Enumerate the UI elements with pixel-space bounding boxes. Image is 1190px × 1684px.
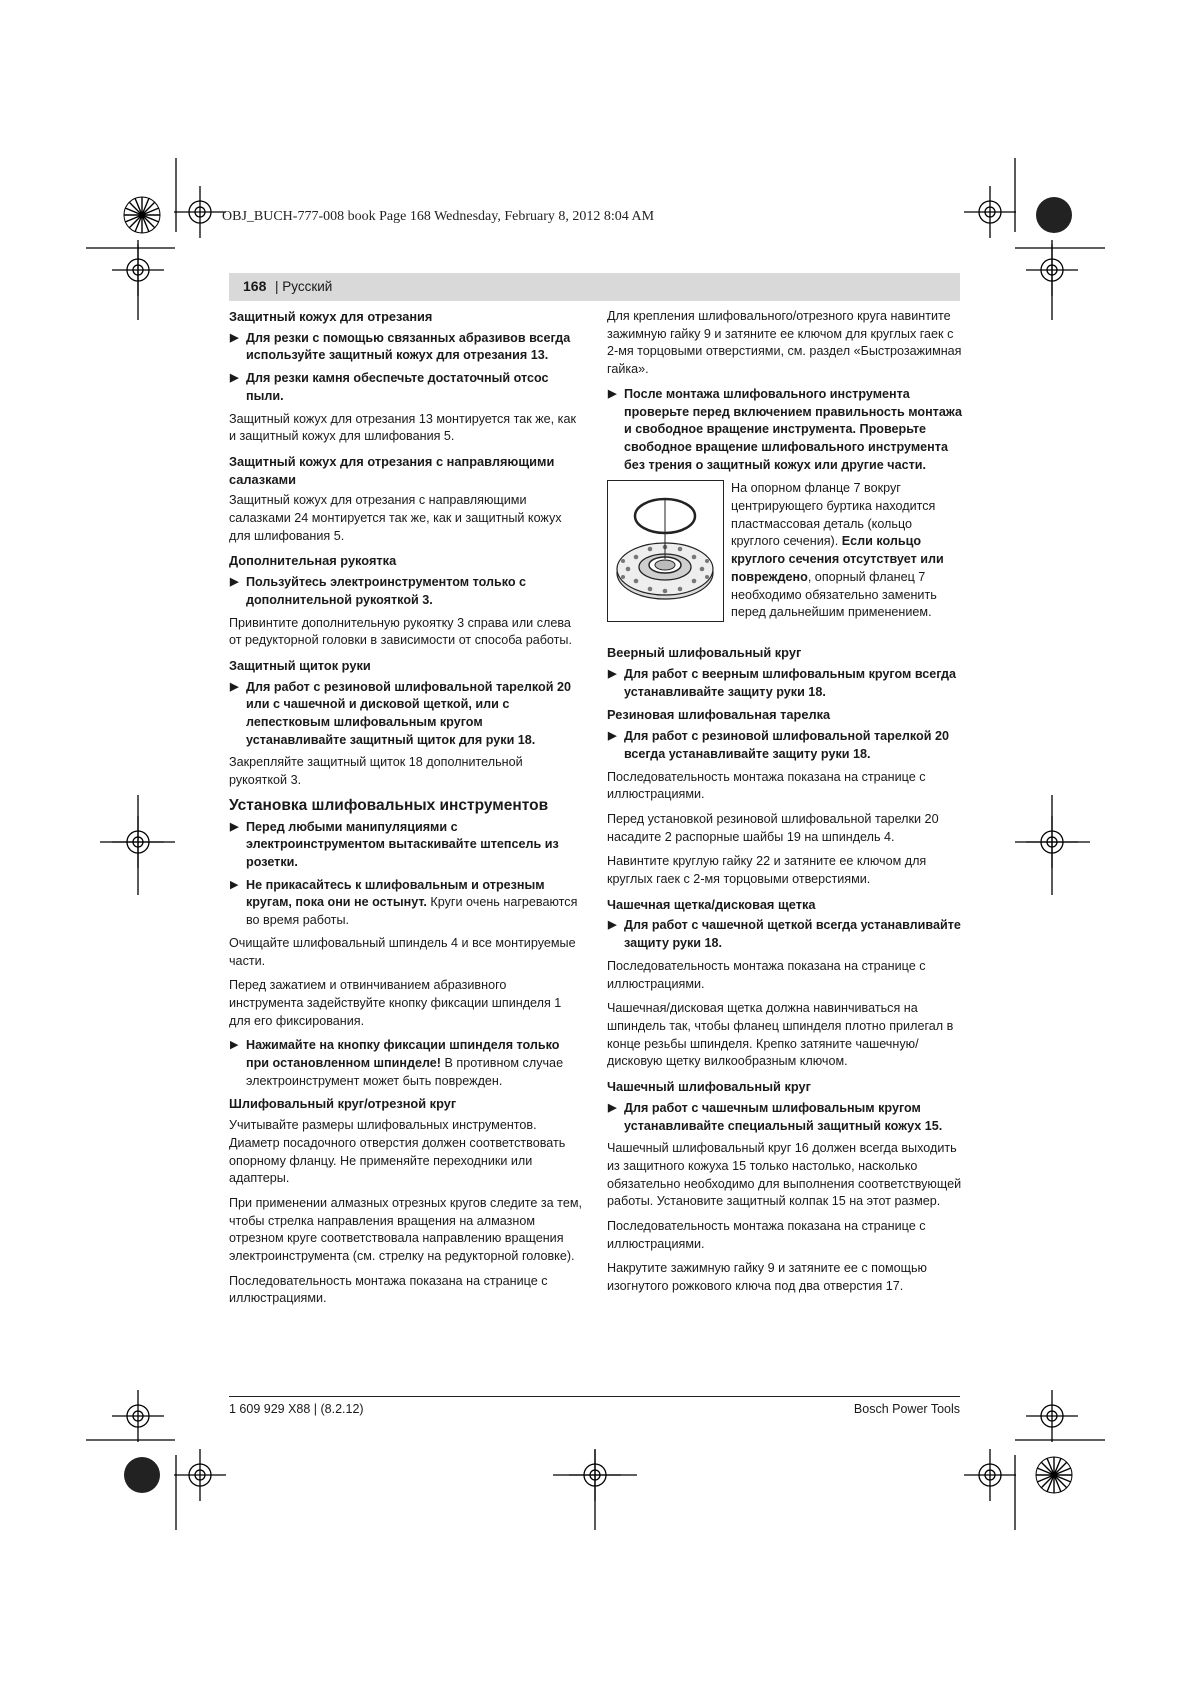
paragraph: Последовательность монтажа показана на странице с иллюстрациями.: [607, 769, 926, 802]
paragraph: Для крепления шлифовального/отрезного круга навинтите зажимную гайку 9 и затяните ее ключом для круглых гаек с 2-мя торцовыми отверстиями, см. раздел «Быстрозажимная гайка».: [607, 309, 962, 377]
paragraph: Перед установкой резиновой шлифовальной тарелки 20 насадите 2 распорные шайбы 19 на шпиндель 4.: [607, 811, 939, 844]
left-column: [229, 308, 584, 1315]
warning-bullet: [229, 877, 584, 930]
paragraph: Перед зажатием и отвинчиванием абразивного инструмента задействуйте кнопку фиксации шпинделя 1 для его фиксирования.: [229, 978, 562, 1028]
warning-bullet: ▶ Для резки с помощью связанных абразивов всегда используйте защитный кожух для отрезания 13.: [229, 330, 584, 365]
warning-normal-text: Круги очень нагреваются во время работы.: [246, 895, 578, 928]
crosshair-icon: [964, 1449, 1016, 1501]
paragraph: Накрутите зажимную гайку 9 и затяните ее с помощью изогнутого рожкового ключа под два отверстия 17.: [607, 1261, 927, 1294]
warning-bullet: ▶ Пользуйтесь электроинструментом только с дополнительной рукояткой 3.: [229, 574, 584, 609]
section-heading: Чашечный шлифовальный круг: [607, 1079, 811, 1095]
crosshair-icon: [1026, 1390, 1078, 1442]
warning-bullet: ▶ После монтажа шлифовального инструмента проверьте перед включением правильность монтажа и свободное вращение инструмента. Проверьте свободное вращение шлифовального инструмента без трения о защитный кожух или другие части.: [607, 386, 963, 475]
paragraph: Последовательность монтажа показана на странице с иллюстрациями.: [607, 1219, 926, 1251]
section-heading: Чашечная щетка/дисковая щетка: [607, 896, 816, 912]
language-label: | Русский: [275, 279, 333, 294]
o-ring-flange-illustration: [608, 481, 723, 621]
footer-rule: [229, 1396, 960, 1397]
paragraph: Учитывайте размеры шлифовальных инструментов. Диаметр посадочного отверстия должен соответствовать опорному фланцу. Не применяйте переходники или адаптеры.: [229, 1118, 566, 1186]
paragraph: Закрепляйте защитный щиток 18 дополнительной рукояткой 3.: [229, 755, 523, 788]
caption-warning: Если кольцо круглого сечения отсутствует или повреждено: [731, 534, 944, 584]
right-column-bottom: [607, 644, 963, 1296]
paragraph: Чашечная/дисковая щетка должна навинчиваться на шпиндель так, чтобы фланец шпинделя плотно прилегал в конце резьбы шпинделя. Крепко затяните чашечную/дисковую щетку вилкообразным ключом.: [607, 1001, 954, 1069]
paragraph: Последовательность монтажа показана на странице с иллюстрациями.: [607, 958, 926, 991]
paragraph: Очищайте шлифовальный шпиндель 4 и все монтируемые части.: [229, 935, 576, 968]
paragraph: Последовательность монтажа показана на странице с иллюстрациями.: [229, 1273, 548, 1306]
crosshair-icon: [112, 1390, 164, 1442]
right-column: [607, 308, 963, 1303]
crosshair-icon: [174, 1449, 226, 1501]
o-ring-figure: [607, 480, 724, 622]
paragraph: Чашечный шлифовальный круг 16 должен всегда выходить из защитного кожуха 15 только настолько, насколько обязательно необходимо для выполнения соответствующей работы. Установите защитный колпак 15 на этот размер.: [607, 1141, 962, 1209]
page-number: 168: [243, 278, 267, 294]
section-heading: Установка шлифовальных инструментов: [229, 796, 549, 814]
registration-dot-icon: [1036, 197, 1072, 233]
warning-bold-text: Нажимайте на кнопку фиксации шпинделя только при остановленном шпинделе!: [246, 1038, 560, 1071]
section-heading: Защитный щиток руки: [229, 657, 371, 673]
warning-bullet: ▶ Для работ с чашечной щеткой всегда устанавливайте защиту руки 18.: [607, 917, 963, 952]
registration-dot-icon: [124, 1457, 160, 1493]
warning-bullet: ▶ Перед любыми манипуляциями с электроинструментом вытаскивайте штепсель из розетки.: [229, 819, 584, 872]
section-heading: Защитный кожух для отрезания с направляющими салазками: [229, 453, 555, 487]
section-heading: Дополнительная рукоятка: [229, 553, 397, 569]
warning-bullet: ▶ Для работ с чашечным шлифовальным кругом устанавливайте специальный защитный кожух 15.: [607, 1100, 963, 1135]
paragraph: Привинтите дополнительную рукоятку 3 справа или слева от редукторной головки в зависимости от способа работы.: [229, 615, 572, 648]
crosshair-icon: [174, 186, 226, 238]
footer-doc-number: 1 609 929 X88 | (8.2.12): [229, 1402, 364, 1416]
paragraph: Защитный кожух для отрезания 13 монтируется так же, как и защитный кожух для шлифования 5.: [229, 411, 576, 444]
paragraph: При применении алмазных отрезных кругов следите за тем, чтобы стрелка направления вращения на алмазном отрезном круге соответствовала направлению вращения электроинструмента (см. стрелку на редукторной головке).: [229, 1195, 582, 1264]
page-header-bar: [229, 273, 960, 301]
caption-text: , опорный фланец 7 необходимо обязательно заменить перед дальнейшим применением.: [731, 569, 937, 620]
warning-bullet: ▶ Для работ с веерным шлифовальным кругом всегда устанавливайте защиту руки 18.: [607, 666, 963, 701]
figure-block: [607, 480, 963, 632]
paragraph: Навинтите круглую гайку 22 и затяните ее ключом для круглых гаек с 2-мя торцовыми отверстиями.: [607, 854, 927, 887]
warning-bullet: [229, 1037, 584, 1090]
section-heading: Шлифовальный круг/отрезной круг: [229, 1096, 457, 1112]
figure-caption: [731, 480, 963, 622]
caption-text: На опорном фланце 7 вокруг центрирующего буртика находится пластмассовая деталь (кольцо круглого сечения).: [731, 481, 936, 549]
book-info-line: OBJ_BUCH-777-008 book Page 168 Wednesday, February 8, 2012 8:04 AM: [222, 209, 655, 224]
footer-brand: Bosch Power Tools: [853, 1402, 960, 1416]
section-heading: Веерный шлифовальный круг: [607, 645, 802, 661]
warning-bullet: ▶ Для работ с резиновой шлифовальной тарелкой 20 всегда устанавливайте защиту руки 18.: [607, 728, 963, 763]
registration-star-icon: [124, 197, 160, 233]
paragraph: Защитный кожух для отрезания с направляющими салазками 24 монтируется так же, как и защитный кожух для шлифования 5.: [229, 493, 562, 543]
warning-bullet: ▶ Для резки камня обеспечьте достаточный отсос пыли.: [229, 370, 584, 405]
registration-star-icon: [1036, 1457, 1072, 1493]
section-heading: Резиновая шлифовальная тарелка: [607, 707, 831, 723]
warning-normal-text: В противном случае электроинструмент может быть поврежден.: [246, 1056, 564, 1088]
warning-bullet: ▶ Для работ с резиновой шлифовальной тарелкой 20 или с чашечной и дисковой щеткой, или с лепестковым шлифовальным кругом устанавливайте защитный щиток для руки 18.: [229, 679, 584, 750]
crosshair-icon: [964, 186, 1016, 238]
section-heading: Защитный кожух для отрезания: [229, 309, 433, 324]
right-column-top: [607, 308, 963, 474]
warning-bold-text: Не прикасайтесь к шлифовальным и отрезным кругам, пока они не остынут.: [246, 877, 545, 910]
